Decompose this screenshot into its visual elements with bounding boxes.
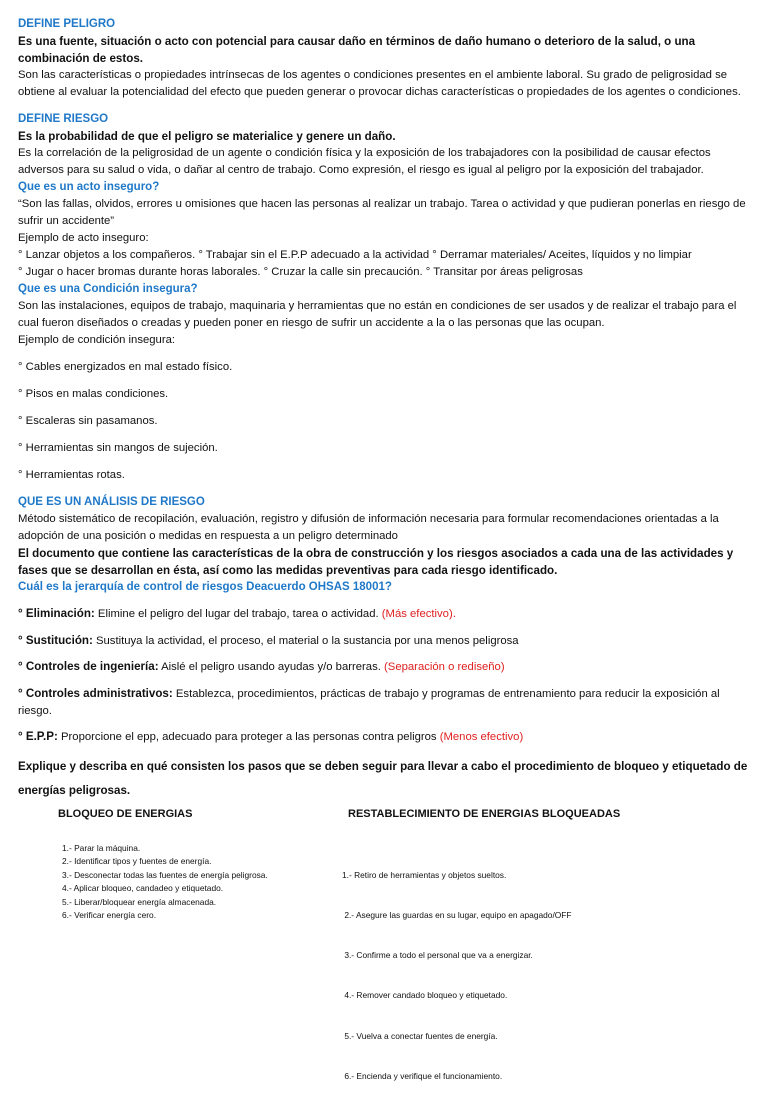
peligro-text: Son las características o propiedades intrínsecas de los agentes o condiciones presentes en el ambiente laboral. Su grado de peligrosidad se obtiene al evaluar la potencialidad del efecto que pueden generar o provocar dichas características o propiedades de los agentes o condiciones. (18, 69, 741, 98)
restablecimiento-step: 6.- Encienda y verifique el funcionamiento. (342, 1070, 503, 1081)
bloqueo-step: 6.- Verificar energía cero. (62, 910, 157, 921)
condicion-item: ° Herramientas sin mangos de sujeción. (18, 442, 218, 454)
restablecimiento-title: RESTABLECIMIENTO DE ENERGIAS BLOQUEADAS (348, 808, 621, 820)
hierarchy-item (18, 632, 754, 650)
bloqueo-step: 1.- Parar la máquina. (62, 843, 141, 853)
document-body (18, 16, 754, 803)
bloqueo-title: BLOQUEO DE ENERGIAS (58, 808, 193, 820)
hierarchy-label: ° E.P.P: (18, 730, 58, 743)
hierarchy-note: (Más efectivo). (381, 608, 456, 620)
acto-example-line-2: ° Jugar o hacer bromas durante horas laborales. ° Cruzar la calle sin precaución. ° Transitar por áreas peligrosas (18, 266, 583, 278)
restablecimiento-step: 1.- Retiro de herramientas y objetos sueltos. (342, 869, 507, 880)
condicion-item: ° Cables energizados en mal estado físico. (18, 361, 233, 373)
acto-example-label: Ejemplo de acto inseguro: (18, 232, 149, 244)
hierarchy-label: ° Eliminación: (18, 607, 95, 620)
bloqueo-step: 3.- Desconectar todas las fuentes de energía peligrosa. (62, 869, 268, 880)
condicion-item: ° Herramientas rotas. (18, 469, 125, 481)
procedure-question: Explique y describa en qué consisten los pasos que se deben seguir para llevar a cabo el procedimiento de bloqueo y etiquetado de energías peligrosas. (18, 759, 748, 797)
bloqueo-steps (62, 842, 268, 922)
heading-analisis-riesgo: QUE ES UN ANÁLISIS DE RIESGO (18, 496, 205, 508)
heading-condicion-insegura: Que es una Condición insegura? (18, 283, 198, 295)
hierarchy-text: Aislé el peligro usando ayudas y/o barreras. (158, 661, 385, 673)
restablecimiento-step: 5.- Vuelva a conectar fuentes de energía. (342, 1030, 498, 1041)
acto-example-line-1: ° Lanzar objetos a los compañeros. ° Trabajar sin el E.P.P adecuado a la actividad ° Derramar materiales/ Aceites, líquidos y no limpiar (18, 249, 692, 261)
condicion-item: ° Pisos en malas condiciones. (18, 388, 169, 400)
hierarchy-note: (Menos efectivo) (439, 731, 524, 743)
restablecimiento-step: 2.- Asegure las guardas en su lugar, equipo en apagado/OFF (342, 910, 572, 921)
condicion-text: Son las instalaciones, equipos de trabajo, maquinaria y herramientas que no están en condiciones de ser usados y de realizar el trabajo para el cual fueron diseñados o creadas y pueden poner en riesgo de sufrir un accidente a la o las personas que las ocupan. (18, 300, 737, 329)
hierarchy-label: ° Controles administrativos: (18, 686, 173, 700)
heading-acto-inseguro: Que es un acto inseguro? (18, 181, 160, 193)
hierarchy-text: Proporcione el epp, adecuado para proteger a las personas contra peligros (57, 731, 440, 743)
restablecimiento-step: 4.- Remover candado bloqueo y etiquetado. (342, 990, 508, 1001)
acto-text: “Son las fallas, olvidos, errores u omisiones que hacen las personas al realizar un trabajo. Tarea o actividad y que pudieran ponerlas en riesgo de sufrir un accidente” (18, 198, 746, 227)
hierarchy-label: ° Sustitución: (18, 633, 93, 647)
condicion-item: ° Escaleras sin pasamanos. (18, 415, 158, 427)
analisis-text: Método sistemático de recopilación, evaluación, registro y difusión de información necesaria para formular recomendaciones orientadas a la adopción de una posición o medidas en respuesta a un peligro determinado (18, 513, 719, 542)
riesgo-definition: Es la probabilidad de que el peligro se materialice y genere un daño. (18, 130, 396, 143)
heading-jerarquia: Cuál es la jerarquía de control de riesgos Deacuerdo OHSAS 18001? (18, 581, 392, 593)
analisis-bold-text: El documento que contiene las características de la obra de construcción y los riesgos asociados a cada una de las actividades y fases que se desarrollan en ésta, así como las medidas preventivas para cada riesgo identificado. (18, 547, 734, 577)
condicion-example-label: Ejemplo de condición insegura: (18, 334, 175, 346)
hierarchy-text: Sustituya la actividad, el proceso, el material o la sustancia por una menos peligrosa (92, 634, 519, 647)
peligro-definition: Es una fuente, situación o acto con potencial para causar daño en términos de daño humano o deterioro de la salud, o una combinación de estos. (18, 35, 696, 65)
hierarchy-note: (Separación o rediseño) (384, 661, 505, 673)
bloqueo-step: 5.- Liberar/bloquear energía almacenada. (62, 896, 217, 907)
heading-peligro: DEFINE PELIGRO (18, 18, 116, 30)
hierarchy-item (18, 658, 754, 676)
hierarchy-item (18, 728, 754, 746)
riesgo-text: Es la correlación de la peligrosidad de un agente o condición física y la exposición de los trabajadores con la posibilidad de causar efectos adversos para su salud o vida, o dañar al centro de trabajo. Como expresión, el riesgo es igual al peligro por la exposición del trabajador. (18, 147, 711, 176)
hierarchy-item (18, 605, 754, 623)
hierarchy-text: Elimine el peligro del lugar del trabajo, tarea o actividad. (94, 608, 382, 620)
hierarchy-item (18, 685, 754, 720)
heading-riesgo: DEFINE RIESGO (18, 113, 109, 125)
bloqueo-step: 4.- Aplicar bloqueo, candadeo y etiquetado. (62, 883, 224, 894)
restablecimiento-step: 3.- Confirme a todo el personal que va a energizar. (342, 950, 533, 961)
bloqueo-step: 2.- Identificar tipos y fuentes de energía. (62, 856, 212, 867)
hierarchy-text: Establezca, procedimientos, prácticas de trabajo y programas de entrenamiento para reducir la exposición al riesgo. (18, 687, 720, 717)
restablecimiento-steps (342, 842, 572, 1110)
hierarchy-label: ° Controles de ingeniería: (18, 660, 159, 673)
